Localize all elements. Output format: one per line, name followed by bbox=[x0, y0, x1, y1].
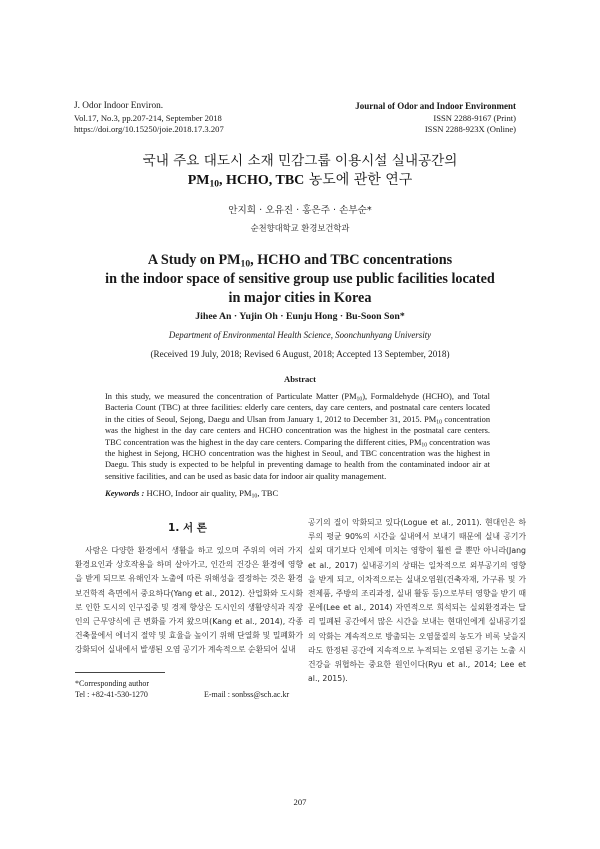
footnote-email[interactable]: E-mail : sonbss@sch.ac.kr bbox=[204, 690, 290, 699]
keywords-label: Keywords : bbox=[105, 488, 145, 498]
body-column-left: 사람은 다양한 환경에서 생활을 하고 있으며 주위의 여러 가지 환경요인과 상호작용을 하며 살아가고, 인간의 건강은 환경에 영향을 받게 되므로 유해인자 노출에 따른 위해성을 결정하는 것은 환경보건학적 측면에서 중요하다(Yang et al., 2012). 산업화와 도시화로 인한 도시의 인구집중 및 경제 향상은 도시인의 생활양식과 직장인의 근무양식에 큰 변화를 가져 왔으며(Kang et al., 2014), 각종 건축물에서 에너지 절약 및 효율을 높이기 위해 단열화 및 밀폐화가 강화되어 실내에서 발생된 오염 공기가 계속적으로 순환되어 실내 bbox=[75, 546, 303, 655]
keywords-text-a: HCHO, Indoor air quality, PM bbox=[144, 488, 252, 498]
abstract-heading: Abstract bbox=[284, 374, 316, 384]
body-column-right: 공기의 질이 악화되고 있다(Logue et al., 2011). 현대인은 하루의 평균 90%의 시간을 실내에서 보내기 때문에 실내 공기가 실외 대기보다 인체에 미치는 영향이 훨씬 클 뿐만 아니라(Jang et al., 2017) 실내공기의 상태는 일차적으로 외부공기의 영향을 받게 되고, 이차적으로는 실내오염원(건축자재, 가구류 및 가전제품, 주방의 조리과정, 실내 활동 등)으로부터 영향을 받기 때문에(Lee et al., 2014) 자연적으로 희석되는 실외환경과는 달리 밀폐된 공간에서 많은 시간을 보내는 현대인에게 실내공기질의 악화는 계속적으로 방출되는 오염물질의 농도가 비록 낮을지라도 한정된 공간에 지속적으로 누적되는 오염된 공기는 노출 시 건강을 위협하는 중요한 원인이다(Ryu et al., 2014; Lee et al., 2015). bbox=[308, 518, 526, 684]
section-heading-introduction: 1. 서 론 bbox=[168, 522, 207, 534]
header-left bbox=[74, 101, 224, 136]
journal-short-name: J. Odor Indoor Environ. bbox=[74, 101, 164, 111]
keywords-text-b: , TBC bbox=[257, 488, 279, 498]
footnote-tel: Tel : +82-41-530-1270 bbox=[75, 690, 148, 699]
abstract-sub-1: 10 bbox=[356, 396, 363, 403]
keywords-sub: 10 bbox=[251, 493, 258, 500]
korean-title-line2 bbox=[0, 171, 600, 191]
header-right bbox=[355, 101, 516, 136]
abstract-text-1: In this study, we measured the concentration of Particulate Matter (PM bbox=[105, 392, 357, 401]
korean-title-line1: 국내 주요 대도시 소재 민감그룹 이용시설 실내공간의 bbox=[142, 153, 458, 169]
english-title-line1-b: , HCHO and TBC concentrations bbox=[250, 252, 453, 268]
page-number: 207 bbox=[293, 797, 307, 807]
english-title-line1 bbox=[0, 251, 600, 270]
footnote bbox=[75, 678, 290, 700]
abstract-sub-3: 10 bbox=[421, 442, 428, 449]
abstract-body bbox=[105, 391, 490, 482]
korean-title bbox=[0, 152, 600, 190]
abstract-text-2: ), Formaldehyde (HCHO), and Total Bacteria Count (TBC) at three facilities: elderly care centers, day care centers, and postnatal care centers located in the cities of Seoul, Sejong, Daegu and Ulsan from January 1, 2012 to December 31, 2015. PM bbox=[105, 392, 490, 424]
english-title-line3: in major cities in Korea bbox=[228, 290, 372, 306]
english-title bbox=[0, 251, 600, 308]
footnote-divider bbox=[75, 672, 165, 673]
english-authors: Jihee An · Yujin Oh · Eunju Hong · Bu-Soon Son* bbox=[195, 311, 405, 322]
abstract-text-4: concentration was the highest in Sejong, HCHO concentration was the highest in Seoul, and TBC concentration was the highest in Daegu. This study is expected to be helpful in preventing damage to health from the contaminated indoor air at sensitive facilities, and can be used as basic data for indoor air quality management. bbox=[105, 437, 490, 481]
korean-title-rest: , HCHO, TBC bbox=[218, 172, 305, 188]
english-title-line2: in the indoor space of sensitive group use public facilities located bbox=[105, 271, 495, 287]
keywords-line bbox=[105, 488, 278, 498]
issn-online: ISSN 2288-923X (Online) bbox=[424, 124, 516, 134]
korean-title-pm-sub: 10 bbox=[209, 178, 219, 189]
journal-full-name: Journal of Odor and Indoor Environment bbox=[355, 101, 516, 111]
footnote-corresponding: *Corresponding author bbox=[75, 679, 149, 688]
korean-authors: 안지희 · 오유진 · 홍은주 · 손부순* bbox=[228, 205, 372, 216]
received-dates: (Received 19 July, 2018; Revised 6 August, 2018; Accepted 13 September, 2018) bbox=[150, 349, 450, 359]
abstract-text-3: concentration was the highest in the day care centers and HCHO concentration was the highest in the postnatal care centers. TBC concentration was the highest in the day care centers. Comparing the different cities, PM bbox=[105, 414, 491, 447]
english-affiliation: Department of Environmental Health Science, Soonchunhyang University bbox=[168, 330, 432, 340]
volume-pages: Vol.17, No.3, pp.207-214, September 2018 bbox=[74, 112, 222, 123]
abstract-sub-2: 10 bbox=[436, 419, 442, 426]
english-title-line1-a: A Study on PM bbox=[147, 252, 241, 268]
korean-title-ko: 농도에 관한 연구 bbox=[304, 171, 413, 188]
korean-affiliation: 순천향대학교 환경보건학과 bbox=[250, 223, 350, 233]
english-title-sub: 10 bbox=[240, 258, 251, 270]
korean-title-pm: PM bbox=[187, 172, 210, 188]
issn-print: ISSN 2288-9167 (Print) bbox=[433, 112, 516, 123]
doi-link[interactable]: https://doi.org/10.15250/joie.2018.17.3.207 bbox=[74, 124, 224, 134]
